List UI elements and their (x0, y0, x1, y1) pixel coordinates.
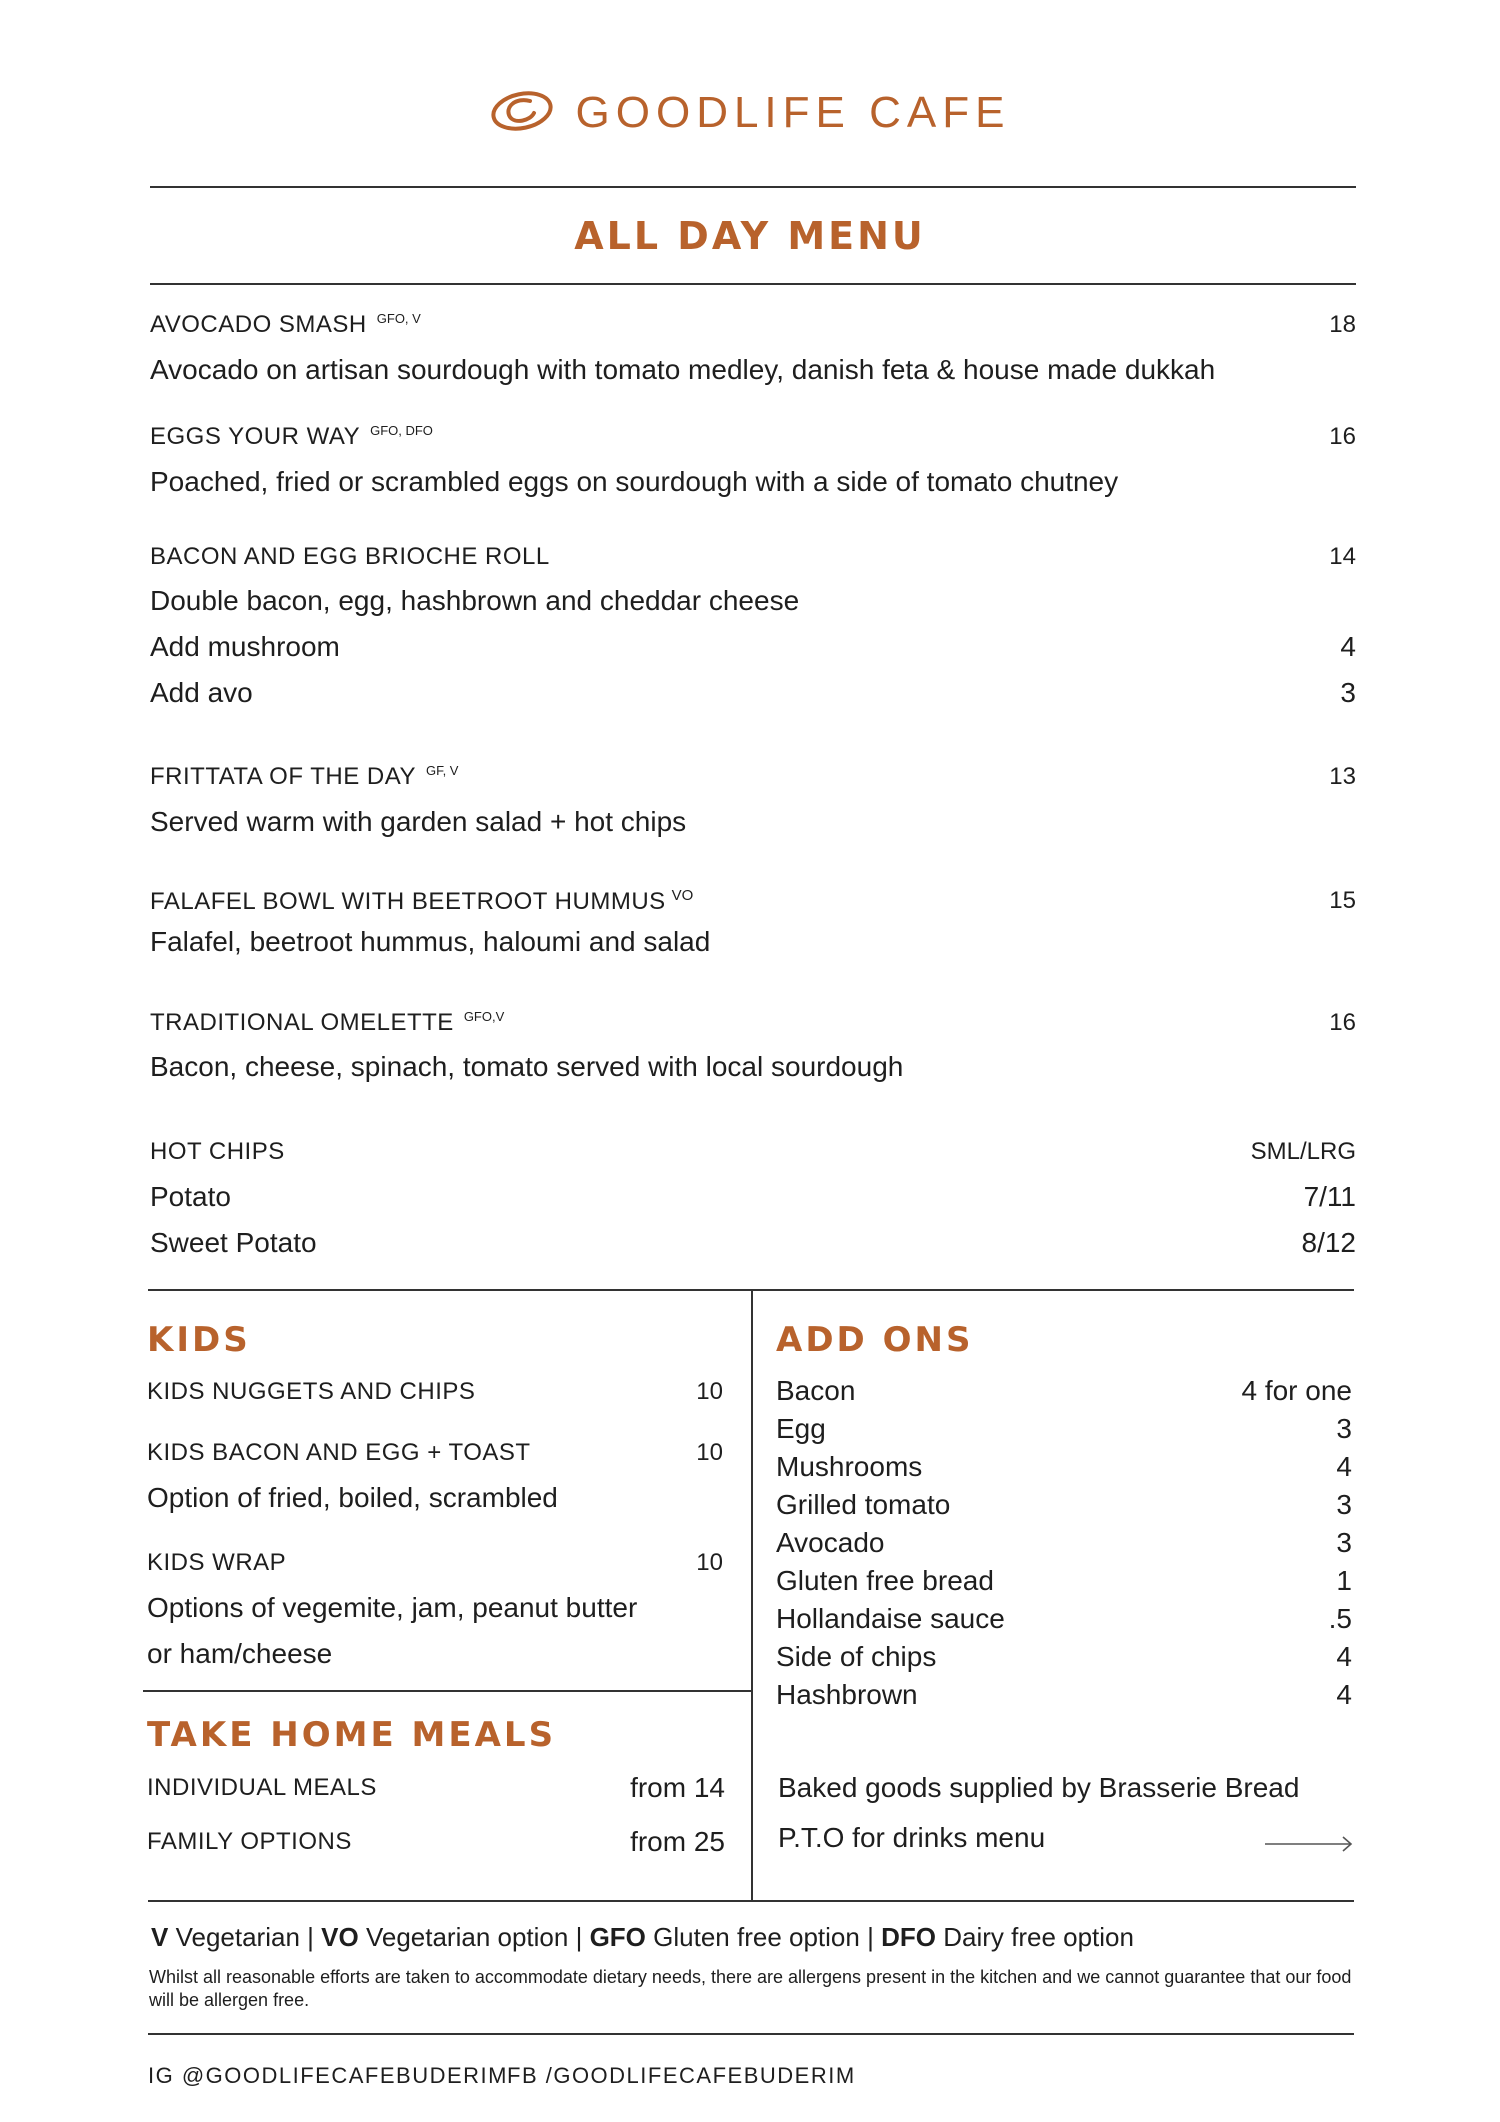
menu-item-description: Served warm with garden salad + hot chips (150, 806, 687, 837)
menu-item-name: EGGS YOUR WAY $^{GFO, DFO}$ (150, 423, 433, 450)
menu-item-description: Bacon, cheese, spinach, tomato served with local sourdough (150, 1051, 904, 1082)
add-on-label: Gluten free bread (776, 1565, 994, 1596)
menu-item-extra-price: 3 (1340, 677, 1356, 708)
diet-tag: GFO,V (463, 1009, 505, 1024)
kids-item-price: 10 (696, 1439, 723, 1466)
hot-chips-option: Sweet Potato (150, 1227, 317, 1258)
allergen-disclaimer: Whilst all reasonable efforts are taken to accommodate dietary needs, there are allergens present in the kitchen and we cannot guarantee that our food will be allergen free. (149, 1967, 1352, 2010)
menu-item-price: 16 (1329, 1009, 1356, 1036)
diet-tag: VO (671, 887, 694, 904)
kids-heading: KIDS (147, 1320, 251, 1360)
legend-code: GFO (589, 1922, 646, 1952)
menu-item-extra: Add mushroom (150, 631, 340, 662)
footer-divider (148, 2033, 1354, 2035)
add-on-label: Hashbrown (776, 1679, 918, 1710)
hot-chips-price: 8/12 (1301, 1227, 1356, 1258)
menu-item-extra: Add avo (150, 677, 253, 708)
menu-item-price: 16 (1329, 423, 1356, 450)
header-divider (150, 186, 1356, 188)
column-divider (751, 1289, 753, 1901)
arrow-right-icon (1264, 1834, 1354, 1859)
brand-name: GOODLIFE CAFE (575, 88, 1011, 137)
menu-item-name: FRITTATA OF THE DAY $^{GF, V}$ (150, 763, 459, 790)
menu-item-name: TRADITIONAL OMELETTE $^{GFO,V}$ (150, 1009, 505, 1036)
dietary-legend: V Vegetarian | VO Vegetarian option | GFO Gluten free option | DFO Dairy free option (151, 1922, 1134, 1952)
add-on-label: Grilled tomato (776, 1489, 951, 1520)
add-on-price: 3 (1336, 1413, 1352, 1444)
menu-item-price: 15 (1329, 887, 1356, 914)
add-on-price: 3 (1336, 1527, 1352, 1558)
take-home-item-price: from 25 (630, 1826, 725, 1857)
add-on-price: 4 (1336, 1451, 1352, 1482)
add-on-price: 4 (1336, 1679, 1352, 1710)
kids-divider (143, 1690, 752, 1692)
menu-item-price: 13 (1329, 763, 1356, 790)
menu-item-name: AVOCADO SMASH $^{GFO, V}$ (150, 311, 421, 338)
legend-code: V (151, 1922, 169, 1952)
add-on-label: Egg (776, 1413, 826, 1444)
add-on-label: Avocado (776, 1527, 885, 1558)
add-ons-heading: ADD ONS (776, 1320, 974, 1360)
add-on-price: 1 (1336, 1565, 1352, 1596)
take-home-item-name: INDIVIDUAL MEALS (147, 1774, 377, 1801)
menu-item-description: Falafel, beetroot hummus, haloumi and salad (150, 926, 711, 957)
kids-item-description: Option of fried, boiled, scrambled (147, 1482, 558, 1513)
add-on-label: Mushrooms (776, 1451, 923, 1482)
menu-item-name: BACON AND EGG BRIOCHE ROLL (150, 543, 550, 570)
add-on-label: Hollandaise sauce (776, 1603, 1005, 1634)
menu-item-description: Poached, fried or scrambled eggs on sourdough with a side of tomato chutney (150, 466, 1119, 497)
take-home-item-name: FAMILY OPTIONS (147, 1828, 352, 1855)
add-on-price: 4 for one (1241, 1375, 1352, 1406)
kids-item-description: or ham/cheese (147, 1638, 333, 1669)
legend-code: DFO (881, 1922, 936, 1952)
take-home-heading: TAKE HOME MEALS (147, 1715, 557, 1755)
kids-item-name: KIDS BACON AND EGG + TOAST (147, 1439, 531, 1466)
menu-item-description: Avocado on artisan sourdough with tomato medley, danish feta & house made dukkah (150, 354, 1216, 385)
add-on-label: Side of chips (776, 1641, 937, 1672)
hot-chips-price: 7/11 (1303, 1181, 1356, 1212)
baked-goods-note: Baked goods supplied by Brasserie Bread (778, 1772, 1300, 1803)
brand-header (0, 88, 1500, 138)
add-on-price: .5 (1328, 1603, 1352, 1634)
menu-item-description: Double bacon, egg, hashbrown and cheddar cheese (150, 585, 800, 616)
menu-title: ALL DAY MENU (574, 214, 926, 258)
kids-item-name: KIDS WRAP (147, 1549, 287, 1576)
add-on-price: 3 (1336, 1489, 1352, 1520)
swirl-logo-icon (490, 89, 554, 138)
facebook-handle[interactable]: FB /GOODLIFECAFEBUDERIM (507, 2063, 856, 2088)
title-divider (150, 283, 1356, 285)
instagram-handle[interactable]: IG @GOODLIFECAFEBUDERIM (148, 2063, 508, 2088)
kids-item-description: Options of vegemite, jam, peanut butter (147, 1592, 638, 1623)
add-on-label: Bacon (776, 1375, 856, 1406)
pto-note: P.T.O for drinks menu (778, 1822, 1046, 1853)
add-on-price: 4 (1336, 1641, 1352, 1672)
hot-chips-sizes: SML/LRG (1250, 1138, 1356, 1165)
menu-item-name: FALAFEL BOWL WITH BEETROOT HUMMUS $^{VO}$ (150, 887, 694, 915)
legend-divider (148, 1900, 1354, 1902)
menu-item-price: 18 (1329, 311, 1356, 338)
menu-item-price: 14 (1329, 543, 1356, 570)
diet-tag: GFO, DFO (370, 423, 433, 438)
diet-tag: GF, V (425, 763, 459, 778)
kids-item-price: 10 (696, 1378, 723, 1405)
legend-code: VO (321, 1922, 359, 1952)
hot-chips-option: Potato (150, 1181, 231, 1212)
menu-item-extra-price: 4 (1340, 631, 1356, 662)
kids-item-name: KIDS NUGGETS AND CHIPS (147, 1378, 476, 1405)
kids-item-price: 10 (696, 1549, 723, 1576)
take-home-item-price: from 14 (630, 1772, 725, 1803)
diet-tag: GFO, V (376, 311, 421, 326)
hot-chips-title: HOT CHIPS (150, 1138, 285, 1165)
